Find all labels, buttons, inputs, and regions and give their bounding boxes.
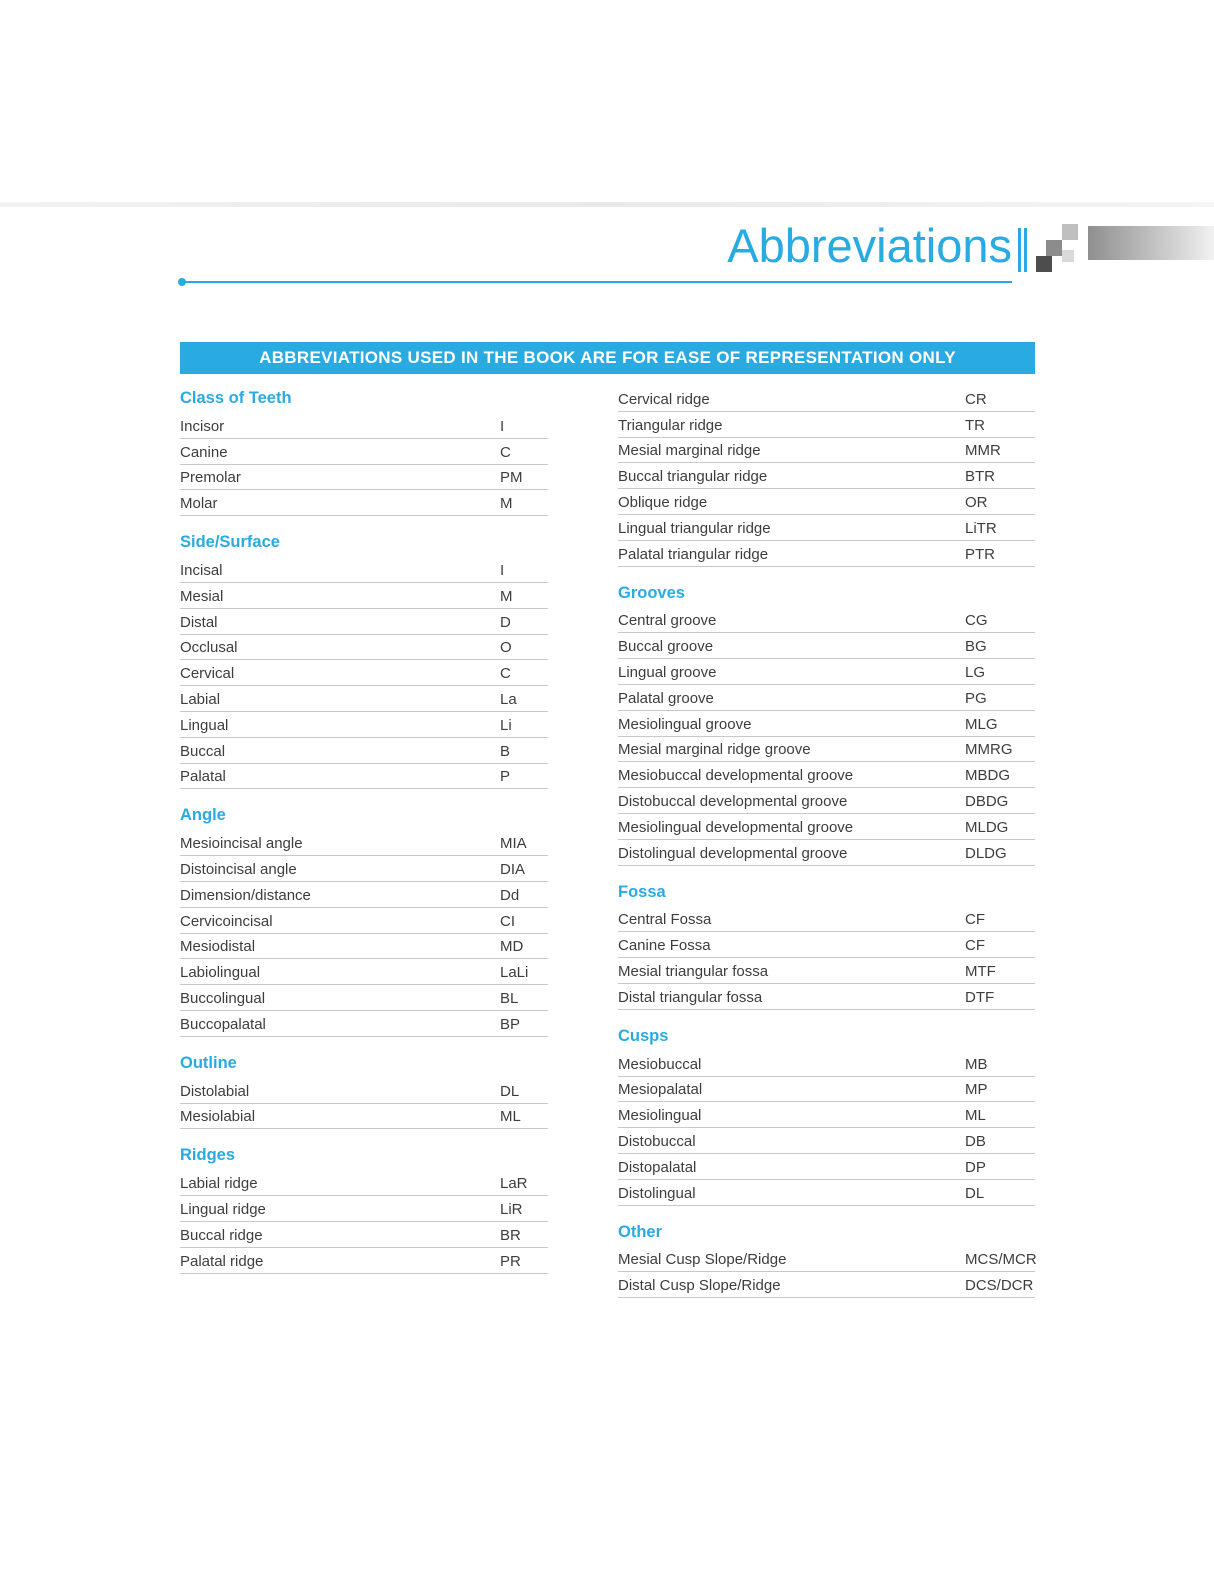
section-heading: Angle xyxy=(180,806,226,825)
abbreviation-value: Li xyxy=(500,716,512,734)
abbreviation-value: C xyxy=(500,665,511,683)
term-label: Mesiolingual groove xyxy=(618,715,752,733)
abbrev-row xyxy=(618,737,1035,763)
abbrev-row xyxy=(180,660,548,686)
abbreviation-value: M xyxy=(500,587,513,605)
term-label: Oblique ridge xyxy=(618,493,708,511)
term-label: Canine Fossa xyxy=(618,937,711,955)
term-label: Distal xyxy=(180,613,218,631)
abbreviation-value: ML xyxy=(500,1108,521,1126)
term-label: Canine xyxy=(180,443,228,461)
page-title: Abbreviations xyxy=(727,219,1012,272)
abbrev-row xyxy=(180,1222,548,1248)
abbreviation-value: I xyxy=(500,561,505,579)
term-label: Mesiopalatal xyxy=(618,1081,703,1099)
term-label: Triangular ridge xyxy=(618,416,723,434)
abbreviation-value: D xyxy=(500,613,511,631)
abbrev-row xyxy=(180,830,548,856)
abbreviation-value: I xyxy=(500,417,505,435)
abbreviation-value: LG xyxy=(965,663,986,681)
term-label: Mesial marginal ridge groove xyxy=(618,741,811,759)
abbrev-row xyxy=(180,1104,548,1130)
abbreviation-value: LaR xyxy=(500,1175,528,1193)
abbrev-row xyxy=(618,463,1035,489)
abbrev-row xyxy=(180,609,548,635)
abbreviation-value: LiR xyxy=(500,1200,523,1218)
term-label: Distal triangular fossa xyxy=(618,988,763,1006)
abbrev-row xyxy=(618,541,1035,567)
term-label: Mesial xyxy=(180,587,224,605)
abbrev-row xyxy=(618,958,1035,984)
abbrev-row xyxy=(180,1011,548,1037)
abbreviation-value: DCS/DCR xyxy=(965,1277,1034,1295)
abbreviation-value: MD xyxy=(500,938,524,956)
term-label: Mesial Cusp Slope/Ridge xyxy=(618,1251,787,1269)
abbreviation-value: DIA xyxy=(500,860,526,878)
abbrev-row xyxy=(618,984,1035,1010)
term-label: Mesial marginal ridge xyxy=(618,442,761,460)
abbrev-row xyxy=(618,907,1035,933)
double-bar-decoration xyxy=(1018,228,1028,272)
term-label: Dimension/distance xyxy=(180,886,311,904)
abbrev-row xyxy=(618,1077,1035,1103)
abbrev-row xyxy=(618,1180,1035,1206)
abbrev-row xyxy=(180,934,548,960)
abbreviation-value: MMR xyxy=(965,442,1001,460)
abbreviation-value: MTF xyxy=(965,962,996,980)
term-label: Lingual xyxy=(180,716,229,734)
abbrev-row xyxy=(618,633,1035,659)
abbrev-row xyxy=(180,712,548,738)
term-label: Distobuccal xyxy=(618,1132,696,1150)
abbreviation-value: CG xyxy=(965,612,988,630)
section-heading: Class of Teeth xyxy=(180,389,292,407)
abbrev-row xyxy=(180,1196,548,1222)
abbrev-row xyxy=(618,1102,1035,1128)
gradient-bar-decoration xyxy=(1088,226,1214,260)
abbreviation-value: PTR xyxy=(965,545,995,563)
abbreviation-value: DLDG xyxy=(965,844,1007,862)
abbreviation-value: OR xyxy=(965,493,988,511)
abbrev-row xyxy=(618,685,1035,711)
term-label: Lingual triangular ridge xyxy=(618,519,771,537)
term-label: Cervical ridge xyxy=(618,390,710,408)
abbrev-row xyxy=(618,711,1035,737)
term-label: Central groove xyxy=(618,612,717,630)
term-label: Lingual groove xyxy=(618,663,717,681)
abbrev-row xyxy=(618,412,1035,438)
term-label: Labial xyxy=(180,690,221,708)
term-label: Palatal groove xyxy=(618,689,714,707)
abbreviation-value: DL xyxy=(500,1082,520,1100)
abbrev-row xyxy=(618,1247,1035,1273)
abbrev-row xyxy=(618,659,1035,685)
abbreviation-value: PG xyxy=(965,689,987,707)
banner: ABBREVIATIONS USED IN THE BOOK ARE FOR EASE OF REPRESENTATION ONLY xyxy=(180,342,1035,374)
abbrev-row xyxy=(180,1170,548,1196)
abbrev-row xyxy=(618,788,1035,814)
term-label: Premolar xyxy=(180,469,241,487)
abbrev-row xyxy=(618,438,1035,464)
term-label: Distoincisal angle xyxy=(180,860,297,878)
abbrev-row xyxy=(618,932,1035,958)
abbrev-row xyxy=(618,608,1035,634)
abbreviation-value: MIA xyxy=(500,835,527,853)
abbrev-row xyxy=(180,856,548,882)
section-heading: Grooves xyxy=(618,583,685,602)
abbreviation-value: DBDG xyxy=(965,792,1009,810)
term-label: Buccal groove xyxy=(618,638,714,656)
abbrev-row xyxy=(180,908,548,934)
term-label: Distobuccal developmental groove xyxy=(618,792,848,810)
abbrev-row xyxy=(618,515,1035,541)
abbreviation-value: DB xyxy=(965,1132,986,1150)
term-label: Distopalatal xyxy=(618,1158,697,1176)
term-label: Mesiodistal xyxy=(180,938,256,956)
page-header xyxy=(0,218,1214,288)
term-label: Distal Cusp Slope/Ridge xyxy=(618,1277,781,1295)
term-label: Buccal triangular ridge xyxy=(618,468,768,486)
term-label: Cervical xyxy=(180,665,235,683)
abbreviation-value: CF xyxy=(965,937,985,955)
section-heading: Side/Surface xyxy=(180,533,280,552)
rule-end-dot xyxy=(178,278,186,286)
abbrev-row xyxy=(618,814,1035,840)
abbrev-row xyxy=(180,490,548,516)
abbrev-row xyxy=(180,686,548,712)
abbrev-row xyxy=(618,489,1035,515)
term-label: Central Fossa xyxy=(618,911,712,929)
abbreviation-value: BR xyxy=(500,1226,521,1244)
title-underline-rule xyxy=(180,281,1012,283)
abbrev-row xyxy=(180,738,548,764)
term-label: Buccolingual xyxy=(180,989,266,1007)
abbrev-row xyxy=(180,764,548,790)
term-label: Incisor xyxy=(180,417,225,435)
abbreviation-value: CF xyxy=(965,911,985,929)
abbreviation-value: CR xyxy=(965,390,987,408)
abbreviation-value: P xyxy=(500,768,511,786)
abbreviation-value: BL xyxy=(500,989,519,1007)
section-heading: Fossa xyxy=(618,882,666,901)
section-heading: Outline xyxy=(180,1053,237,1072)
abbreviation-value: CI xyxy=(500,912,515,930)
abbreviation-value: DP xyxy=(965,1158,986,1176)
term-label: Mesiolingual developmental groove xyxy=(618,818,854,836)
abbreviation-value: ML xyxy=(965,1107,986,1125)
term-label: Mesiolabial xyxy=(180,1108,256,1126)
abbrev-row xyxy=(180,1248,548,1274)
term-label: Labial ridge xyxy=(180,1175,258,1193)
term-label: Mesioincisal angle xyxy=(180,835,303,853)
term-label: Palatal ridge xyxy=(180,1252,264,1270)
abbrev-row xyxy=(180,1078,548,1104)
abbreviation-value: O xyxy=(500,639,512,657)
term-label: Buccal xyxy=(180,742,226,760)
term-label: Distolingual developmental groove xyxy=(618,844,848,862)
abbreviation-value: B xyxy=(500,742,511,760)
term-label: Distolabial xyxy=(180,1082,250,1100)
term-label: Cervicoincisal xyxy=(180,912,273,930)
abbreviation-value: BP xyxy=(500,1015,521,1033)
abbreviation-columns xyxy=(180,386,1035,1298)
abbreviation-value: BG xyxy=(965,638,987,656)
abbreviation-value: MB xyxy=(965,1055,988,1073)
term-label: Buccal ridge xyxy=(180,1226,263,1244)
abbreviation-value: C xyxy=(500,443,511,461)
abbrev-row xyxy=(618,1272,1035,1298)
abbreviation-value: LiTR xyxy=(965,519,997,537)
abbrev-row xyxy=(180,439,548,465)
abbrev-row xyxy=(180,959,548,985)
abbrev-row xyxy=(180,635,548,661)
abbreviation-value: MLDG xyxy=(965,818,1009,836)
right-column xyxy=(618,386,1035,1298)
term-label: Buccopalatal xyxy=(180,1015,266,1033)
abbrev-row xyxy=(180,882,548,908)
abbrev-row xyxy=(618,1051,1035,1077)
abbreviation-value: MLG xyxy=(965,715,998,733)
abbreviation-value: M xyxy=(500,495,513,513)
abbrev-row xyxy=(618,1128,1035,1154)
section-heading: Cusps xyxy=(618,1026,669,1045)
term-label: Mesiobuccal developmental groove xyxy=(618,767,854,785)
term-label: Mesiolingual xyxy=(618,1107,702,1125)
abbreviation-value: PR xyxy=(500,1252,521,1270)
abbrev-row xyxy=(180,583,548,609)
section-heading: Ridges xyxy=(180,1146,236,1165)
abbreviation-value: Dd xyxy=(500,886,520,904)
pixel-squares-decoration xyxy=(1036,224,1088,276)
term-label: Mesiobuccal xyxy=(618,1055,702,1073)
abbreviation-value: La xyxy=(500,690,517,708)
top-decorative-band xyxy=(0,202,1214,207)
abbrev-row xyxy=(180,557,548,583)
abbreviation-value: MBDG xyxy=(965,767,1010,785)
term-label: Labiolingual xyxy=(180,964,261,982)
abbrev-row xyxy=(618,840,1035,866)
term-label: Mesial triangular fossa xyxy=(618,962,769,980)
section-heading: Other xyxy=(618,1222,663,1241)
term-label: Incisal xyxy=(180,561,223,579)
term-label: Lingual ridge xyxy=(180,1200,266,1218)
term-label: Palatal triangular ridge xyxy=(618,545,769,563)
abbrev-row xyxy=(180,465,548,491)
abbreviation-value: MCS/MCR xyxy=(965,1251,1037,1269)
term-label: Occlusal xyxy=(180,639,238,657)
abbreviation-value: TR xyxy=(965,416,985,434)
abbreviation-value: DL xyxy=(965,1184,985,1202)
abbrev-row xyxy=(618,1154,1035,1180)
abbreviation-value: LaLi xyxy=(500,964,529,982)
abbrev-row xyxy=(618,386,1035,412)
abbreviation-value: MP xyxy=(965,1081,988,1099)
abbreviation-value: PM xyxy=(500,469,523,487)
abbrev-row xyxy=(180,985,548,1011)
abbrev-row xyxy=(180,413,548,439)
left-column xyxy=(180,386,548,1298)
term-label: Distolingual xyxy=(618,1184,696,1202)
abbreviation-value: DTF xyxy=(965,988,995,1006)
term-label: Palatal xyxy=(180,768,226,786)
abbreviation-value: MMRG xyxy=(965,741,1013,759)
abbrev-row xyxy=(618,762,1035,788)
term-label: Molar xyxy=(180,495,218,513)
abbreviation-value: BTR xyxy=(965,468,995,486)
